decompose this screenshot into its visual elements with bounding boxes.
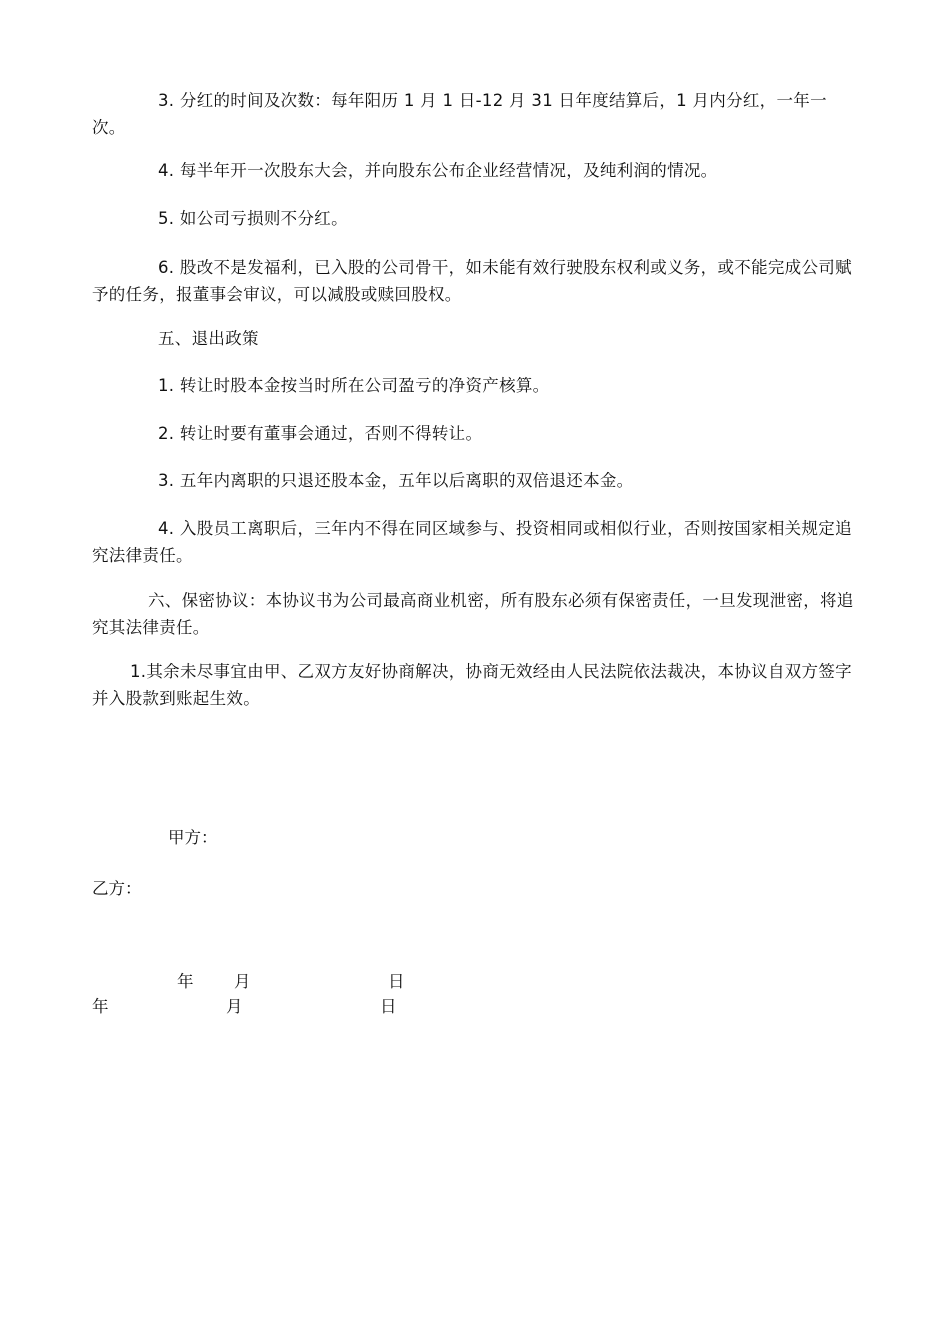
clause-equity-reform: 6. 股改不是发福利，已入股的公司骨干，如未能有效行驶股东权利或义务，或不能完成公司赋予的任务，报董事会审议，可以减股或赎回股权。 <box>92 258 852 304</box>
clause-transfer-valuation: 1. 转让时股本金按当时所在公司盈亏的净资产核算。 <box>158 376 550 395</box>
date-row2-day: 日 <box>380 997 397 1016</box>
clause-shareholder-meeting: 4. 每半年开一次股东大会，并向股东公布企业经营情况，及纯利润的情况。 <box>158 161 718 180</box>
section-heading-exit-policy: 五、退出政策 <box>158 329 259 348</box>
date-row1-year: 年 <box>177 972 194 991</box>
signature-party-a: 甲方： <box>168 828 218 847</box>
date-row1-day: 日 <box>388 972 405 991</box>
section-confidentiality: 六、保密协议：本协议书为公司最高商业机密，所有股东必须有保密责任，一旦发现泄密，将追究其法律责任。 <box>92 591 854 637</box>
clause-loss-no-dividend: 5. 如公司亏损则不分红。 <box>158 209 348 228</box>
clause-transfer-approval: 2. 转让时要有董事会通过，否则不得转让。 <box>158 424 483 443</box>
signature-party-b: 乙方： <box>92 879 142 898</box>
clause-non-compete: 4. 入股员工离职后，三年内不得在同区域参与、投资相同或相似行业，否则按国家相关规定追究法律责任。 <box>92 519 852 565</box>
date-row2-month: 月 <box>226 997 243 1016</box>
clause-resignation-refund: 3. 五年内离职的只退还股本金，五年以后离职的双倍退还本金。 <box>158 471 634 490</box>
date-row2-year: 年 <box>92 997 109 1016</box>
clause-dividend-timing: 3. 分红的时间及次数：每年阳历 1 月 1 日-12 月 31 日年度结算后，1 月内分红，一年一次。 <box>92 91 827 137</box>
clause-dispute-resolution: 1.其余未尽事宜由甲、乙双方友好协商解决，协商无效经由人民法院依法裁决，本协议自双方签字并入股款到账起生效。 <box>92 662 852 708</box>
date-row1-month: 月 <box>234 972 251 991</box>
